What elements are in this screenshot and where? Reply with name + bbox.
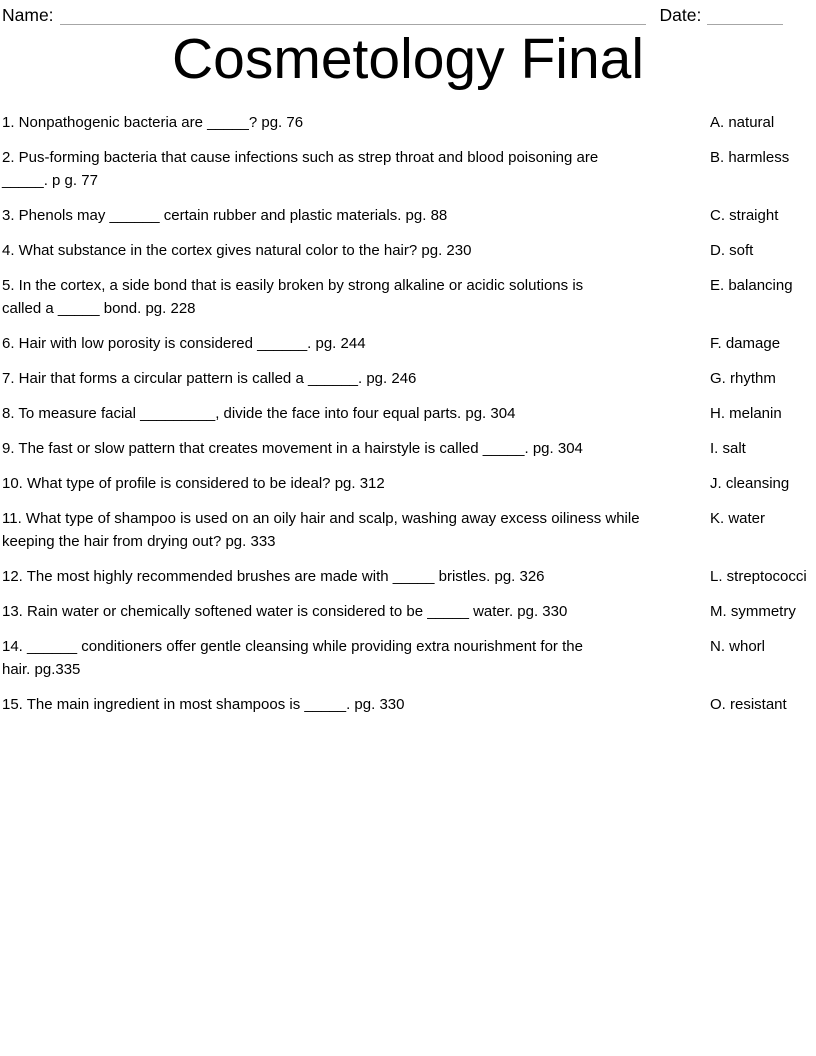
question-line: _____. p g. 77 <box>2 172 98 189</box>
question-line: 14. ______ conditioners offer gentle cleansing while providing extra nourishment for the <box>2 638 583 655</box>
question-line: 15. The main ingredient in most shampoos is _____. pg. 330 <box>2 696 405 713</box>
answer-option: D. soft <box>710 242 754 259</box>
worksheet-header <box>0 0 816 25</box>
question-row <box>2 437 816 460</box>
question-text <box>2 472 710 495</box>
question-line: 11. What type of shampoo is used on an oily hair and scalp, washing away excess oiliness while <box>2 510 640 527</box>
question-line: 9. The fast or slow pattern that creates movement in a hairstyle is called _____. pg. 304 <box>2 440 583 457</box>
answer-option: F. damage <box>710 335 781 352</box>
question-line: 10. What type of profile is considered to be ideal? pg. 312 <box>2 475 385 492</box>
question-text <box>2 332 710 355</box>
question-row <box>2 600 816 623</box>
question-text <box>2 239 710 262</box>
question-row <box>2 274 816 320</box>
date-label: Date: <box>659 5 702 25</box>
question-text <box>2 600 710 623</box>
question-line: hair. pg.335 <box>2 661 81 678</box>
question-text <box>2 507 710 553</box>
question-line: keeping the hair from drying out? pg. 333 <box>2 533 276 550</box>
question-row <box>2 111 816 134</box>
answer-option: I. salt <box>710 440 746 457</box>
answer-option: K. water <box>710 510 766 527</box>
question-row <box>2 565 816 588</box>
question-text <box>2 693 710 716</box>
question-row <box>2 332 816 355</box>
question-row <box>2 146 816 192</box>
question-text <box>2 635 710 681</box>
question-line: 3. Phenols may ______ certain rubber and plastic materials. pg. 88 <box>2 207 448 224</box>
question-line: 2. Pus-forming bacteria that cause infections such as strep throat and blood poisoning are <box>2 149 599 166</box>
question-line: 6. Hair with low porosity is considered ______. pg. 244 <box>2 335 366 352</box>
question-line: 8. To measure facial _________, divide the face into four equal parts. pg. 304 <box>2 405 516 422</box>
answer-option: N. whorl <box>710 638 766 655</box>
question-line: 1. Nonpathogenic bacteria are _____? pg. 76 <box>2 114 304 131</box>
question-text <box>2 146 710 192</box>
question-line: 12. The most highly recommended brushes are made with _____ bristles. pg. 326 <box>2 568 545 585</box>
question-line: 4. What substance in the cortex gives natural color to the hair? pg. 230 <box>2 242 472 259</box>
question-row <box>2 367 816 390</box>
question-text <box>2 565 710 588</box>
question-row <box>2 693 816 716</box>
question-line: 5. In the cortex, a side bond that is easily broken by strong alkaline or acidic solutions is <box>2 277 584 294</box>
answer-option: L. streptococci <box>710 568 807 585</box>
question-text <box>2 437 710 460</box>
question-text <box>2 367 710 390</box>
answer-option: O. resistant <box>710 696 787 713</box>
question-line: 7. Hair that forms a circular pattern is called a ______. pg. 246 <box>2 370 417 387</box>
question-row <box>2 204 816 227</box>
answer-option: M. symmetry <box>710 603 796 620</box>
answer-option: J. cleansing <box>710 475 790 492</box>
question-row <box>2 472 816 495</box>
question-row <box>2 239 816 262</box>
page-title: Cosmetology Final <box>171 27 645 91</box>
name-fill-line <box>60 7 646 25</box>
question-text <box>2 274 710 320</box>
question-text <box>2 111 710 134</box>
matching-quiz <box>0 111 816 716</box>
answer-option: C. straight <box>710 207 779 224</box>
answer-option: G. rhythm <box>710 370 776 387</box>
question-row <box>2 402 816 425</box>
question-text <box>2 204 710 227</box>
question-row <box>2 635 816 681</box>
question-row <box>2 507 816 553</box>
question-line: called a _____ bond. pg. 228 <box>2 300 196 317</box>
answer-option: B. harmless <box>710 149 790 166</box>
answer-option: H. melanin <box>710 405 782 422</box>
question-line: 13. Rain water or chemically softened water is considered to be _____ water. pg. 330 <box>2 603 568 620</box>
name-label: Name: <box>2 5 54 25</box>
answer-option: E. balancing <box>710 277 793 294</box>
date-fill-line <box>707 7 783 25</box>
question-text <box>2 402 710 425</box>
answer-option: A. natural <box>710 114 775 131</box>
